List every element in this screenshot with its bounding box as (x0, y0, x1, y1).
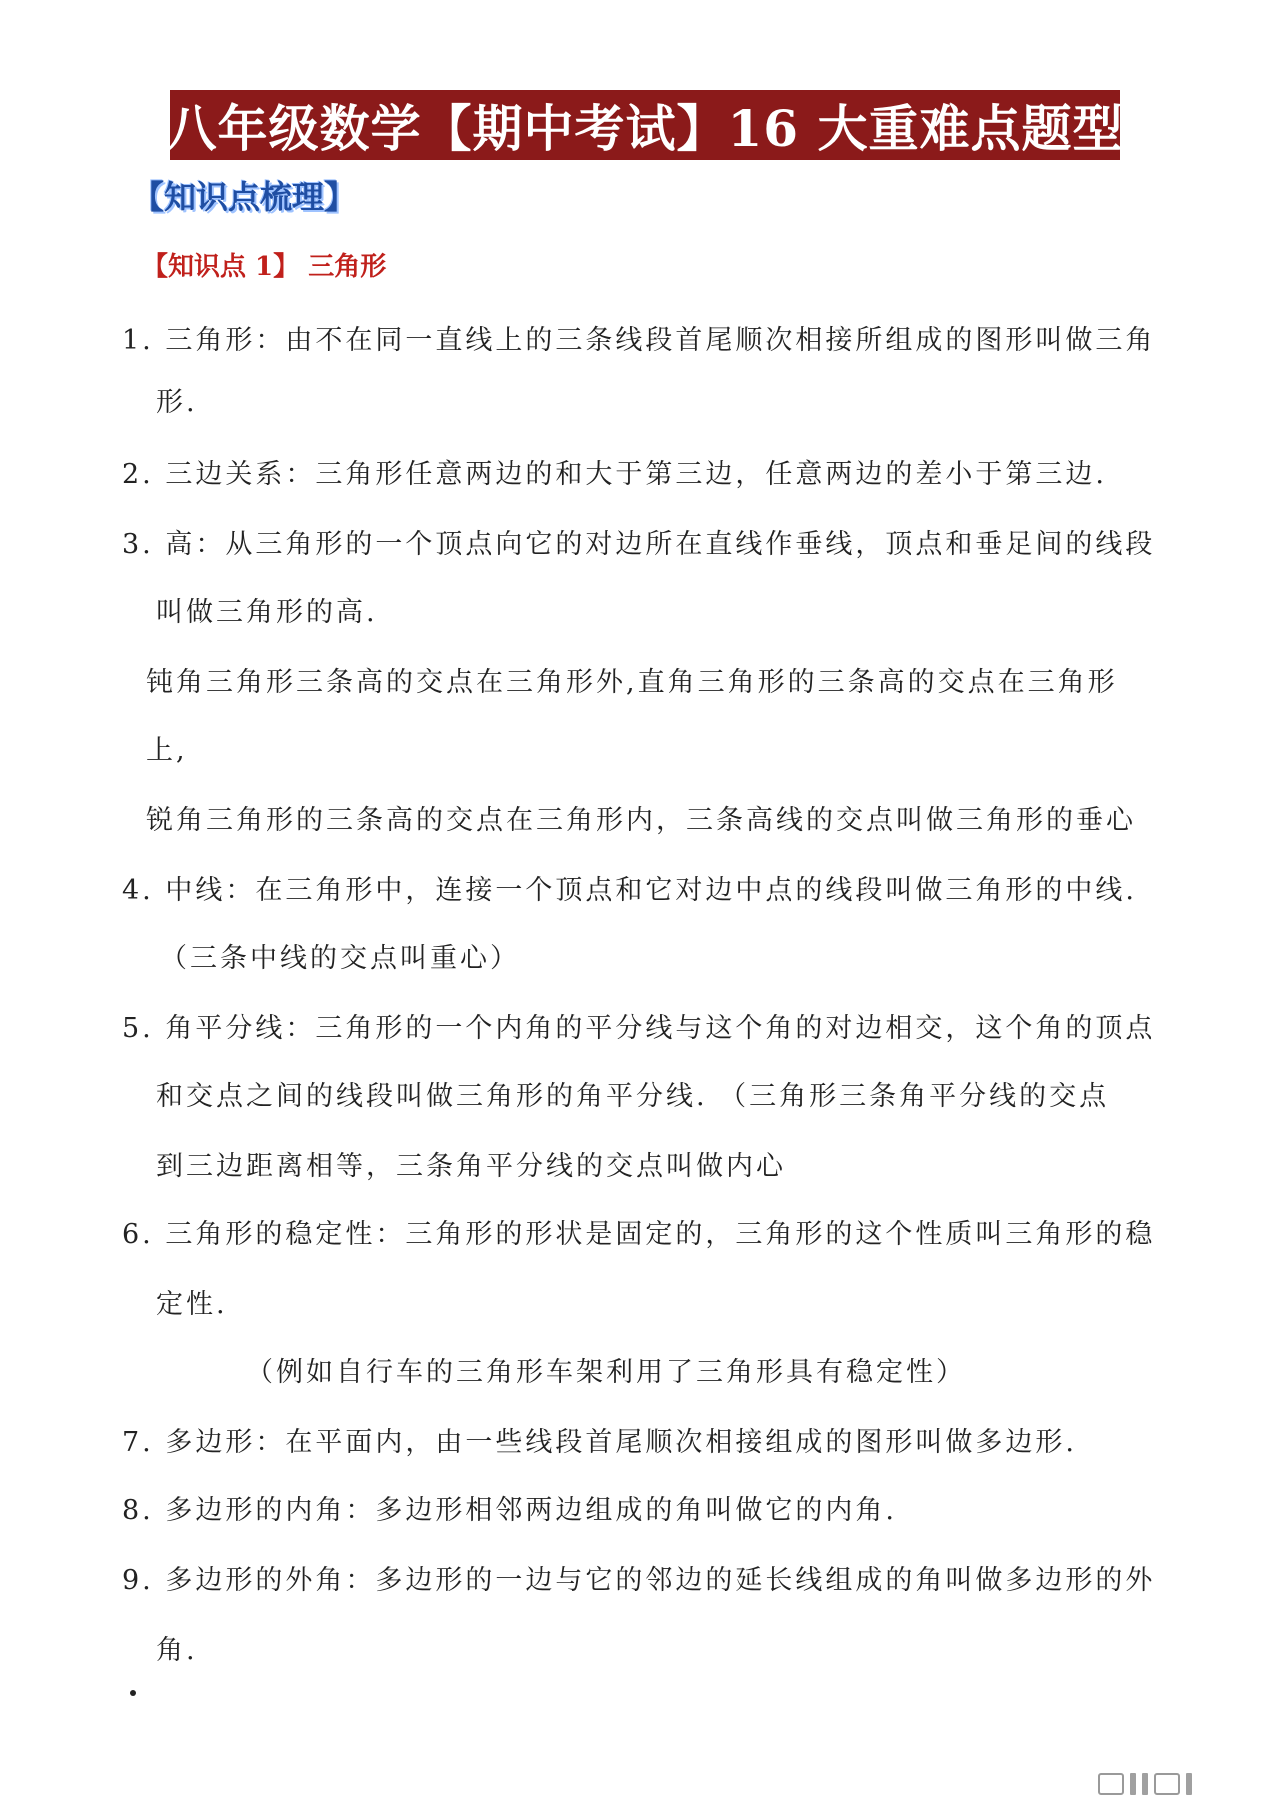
text-line: 5. 角平分线：三角形的一个内角的平分线与这个角的对边相交，这个角的顶点 (122, 1013, 1156, 1044)
text-line: （三条中线的交点叫重心） (160, 943, 520, 974)
watermark-bar-icon (1186, 1773, 1192, 1795)
text-line: 7. 多边形：在平面内，由一些线段首尾顺次相接组成的图形叫做多边形. (122, 1427, 1077, 1458)
text-line: 形. (156, 387, 198, 418)
text-line: 8. 多边形的内角：多边形相邻两边组成的角叫做它的内角. (122, 1495, 897, 1526)
text-line: 角. (156, 1635, 198, 1666)
text-line: 4. 中线：在三角形中，连接一个顶点和它对边中点的线段叫做三角形的中线. (122, 875, 1137, 906)
watermark-logo (1098, 1768, 1258, 1800)
document-title: 八年级数学【期中考试】16 大重难点题型 (166, 99, 1124, 158)
watermark-bar-icon (1130, 1773, 1136, 1795)
text-line: （例如自行车的三角形车架利用了三角形具有稳定性） (246, 1357, 966, 1388)
text-line: 和交点之间的线段叫做三角形的角平分线. （三角形三条角平分线的交点 (156, 1081, 1110, 1112)
watermark-bar-icon (1142, 1773, 1148, 1795)
text-line: 6. 三角形的稳定性：三角形的形状是固定的，三角形的这个性质叫三角形的稳 (122, 1219, 1156, 1250)
text-line: 定性. (156, 1289, 228, 1320)
text-line: 锐角三角形的三条高的交点在三角形内，三条高线的交点叫做三角形的垂心 (146, 805, 1136, 836)
title-banner (166, 90, 1124, 160)
text-line: 叫做三角形的高. (156, 597, 378, 628)
bullet-dot (130, 1690, 136, 1696)
text-line: 1. 三角形：由不在同一直线上的三条线段首尾顺次相接所组成的图形叫做三角 (122, 325, 1156, 356)
watermark-box-icon (1154, 1773, 1180, 1795)
text-line: 3. 高：从三角形的一个顶点向它的对边所在直线作垂线，顶点和垂足间的线段 (122, 529, 1156, 560)
watermark-box-icon (1098, 1773, 1124, 1795)
text-line: 9. 多边形的外角：多边形的一边与它的邻边的延长线组成的角叫做多边形的外 (122, 1565, 1156, 1596)
text-line: 2. 三边关系：三角形任意两边的和大于第三边，任意两边的差小于第三边. (122, 459, 1107, 490)
text-line: 钝角三角形三条高的交点在三角形外,直角三角形的三条高的交点在三角形 (146, 667, 1118, 698)
knowledge-point-heading: 【知识点 1】 三角形 (142, 252, 387, 282)
section-tag: 【知识点梳理】 (132, 178, 357, 216)
text-line: 到三边距离相等，三条角平分线的交点叫做内心 (156, 1151, 786, 1182)
text-line: 上, (146, 735, 188, 766)
